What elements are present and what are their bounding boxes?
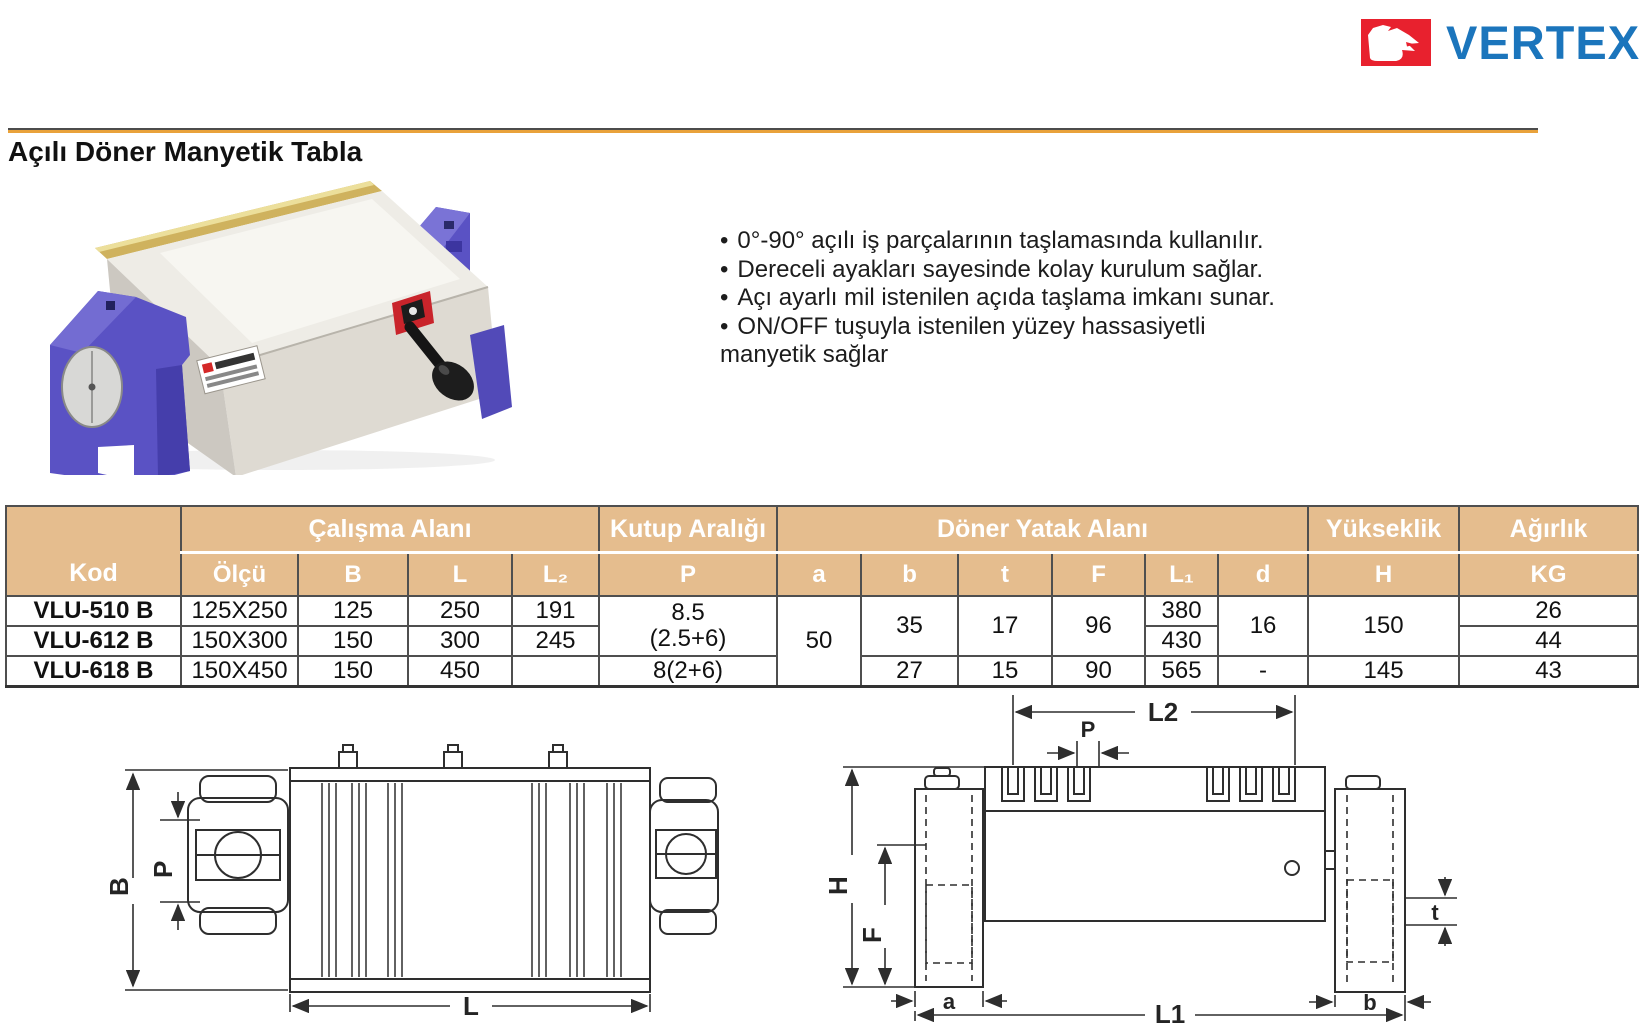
col-header-p: P	[599, 553, 777, 597]
cell-t-merged: 17	[958, 596, 1052, 656]
feature-list	[720, 227, 1300, 370]
cell-r2-l1: 430	[1145, 626, 1218, 656]
col-header-kod: Kod	[6, 506, 181, 596]
cell-r1-l2: 191	[512, 596, 599, 626]
cell-r2-l: 300	[408, 626, 512, 656]
feature-text: ON/OFF tuşuyla istenilen yüzey hassasiyetli	[737, 312, 1206, 340]
cell-r1-olcu: 125X250	[181, 596, 298, 626]
product-left-stand	[50, 291, 190, 475]
group-header-doner-yatak-alani: Döner Yatak Alanı	[777, 506, 1308, 553]
feature-text: 0°-90° açılı iş parçalarının taşlamasında kullanılır.	[737, 227, 1264, 254]
cell-r3-b2: 27	[861, 656, 958, 687]
dim-label-t: t	[1431, 900, 1439, 925]
col-header-l: L	[408, 553, 512, 597]
cell-r3-f: 90	[1052, 656, 1145, 687]
cell-h-merged: 150	[1308, 596, 1459, 656]
feature-text: Dereceli ayakları sayesinde kolay kurulum sağlar.	[737, 255, 1263, 283]
diagram-top-view	[100, 690, 720, 1020]
cell-r1-kod: VLU-510 B	[6, 596, 181, 626]
dim-label-L2: L2	[1147, 697, 1179, 727]
dim-label-L1: L1	[1154, 999, 1186, 1024]
cell-r3-l2	[512, 656, 599, 687]
cell-r2-olcu: 150X300	[181, 626, 298, 656]
cell-r1-l: 250	[408, 596, 512, 626]
feature-text: manyetik sağlar	[720, 341, 889, 368]
cell-f-merged: 96	[1052, 596, 1145, 656]
product-right-stand-foot	[470, 325, 512, 419]
cell-r1-b: 125	[298, 596, 408, 626]
feature-text: Açı ayarlı mil istenilen açıda taşlama imkanı sunar.	[737, 284, 1275, 311]
product-photo	[40, 155, 520, 475]
feature-item	[720, 284, 1300, 313]
cell-r1-kg: 26	[1459, 596, 1638, 626]
cell-r3-olcu: 150X450	[181, 656, 298, 687]
cell-d-merged: 16	[1218, 596, 1308, 656]
feature-item-continuation	[720, 341, 1300, 370]
bullet-icon: •	[720, 312, 729, 340]
bullet-icon: •	[720, 227, 729, 254]
cell-r3-t: 15	[958, 656, 1052, 687]
group-header-agirlik: Ağırlık	[1459, 506, 1638, 553]
dim-label-L: L	[463, 991, 479, 1020]
cell-r3-d: -	[1218, 656, 1308, 687]
diagram-side-view	[795, 655, 1625, 1024]
bullet-icon: •	[720, 284, 729, 311]
feature-item	[720, 227, 1300, 256]
cell-r2-kod: VLU-612 B	[6, 626, 181, 656]
cell-r2-b: 150	[298, 626, 408, 656]
cell-r3-l: 450	[408, 656, 512, 687]
col-header-a: a	[777, 553, 861, 597]
cell-b-merged: 35	[861, 596, 958, 656]
dim-label-H: H	[823, 876, 853, 895]
col-header-f: F	[1052, 553, 1145, 597]
group-header-calisma-alani: Çalışma Alanı	[181, 506, 599, 553]
cell-r3-b: 150	[298, 656, 408, 687]
dim-label-B: B	[104, 877, 134, 896]
cell-r3-l1: 565	[1145, 656, 1218, 687]
cell-r3-h: 145	[1308, 656, 1459, 687]
bullet-icon: •	[720, 255, 729, 283]
col-header-l1: L₁	[1145, 553, 1218, 597]
feature-item	[720, 313, 1300, 342]
feature-item	[720, 256, 1300, 285]
cell-r1-l1: 380	[1145, 596, 1218, 626]
col-header-kg: KG	[1459, 553, 1638, 597]
brand-name: VERTEX	[1446, 16, 1641, 69]
cell-r2-kg: 44	[1459, 626, 1638, 656]
dim-label-b: b	[1363, 990, 1377, 1015]
col-header-t: t	[958, 553, 1052, 597]
group-header-yukseklik: Yükseklik	[1308, 506, 1459, 553]
page-title: Açılı Döner Manyetik Tabla	[8, 136, 363, 167]
cell-p-merged	[599, 596, 777, 656]
dim-label-P: P	[1080, 717, 1096, 742]
brand-logo	[1361, 16, 1641, 69]
col-header-b-lower: b	[861, 553, 958, 597]
table-row	[6, 596, 1638, 626]
cell-r3-p: 8(2+6)	[599, 656, 777, 687]
cell-p-line2: (2.5+6)	[649, 625, 727, 652]
cell-r3-kg: 43	[1459, 656, 1638, 687]
divider-orange-line	[8, 130, 1538, 133]
dim-label-P: P	[148, 860, 178, 878]
dim-label-F: F	[857, 927, 887, 943]
vertex-eagle-icon	[1361, 19, 1431, 66]
group-header-kutup-araligi: Kutup Aralığı	[599, 506, 777, 553]
cell-a-merged: 50	[777, 596, 861, 687]
cell-p-line1: 8.5	[671, 599, 705, 626]
col-header-h: H	[1308, 553, 1459, 597]
col-header-b: B	[298, 553, 408, 597]
col-header-olcu: Ölçü	[181, 553, 298, 597]
header-divider	[8, 128, 1538, 133]
cell-r2-l2: 245	[512, 626, 599, 656]
col-header-d: d	[1218, 553, 1308, 597]
cell-r3-kod: VLU-618 B	[6, 656, 181, 687]
col-header-l2: L₂	[512, 553, 599, 597]
dim-label-a: a	[942, 989, 956, 1014]
